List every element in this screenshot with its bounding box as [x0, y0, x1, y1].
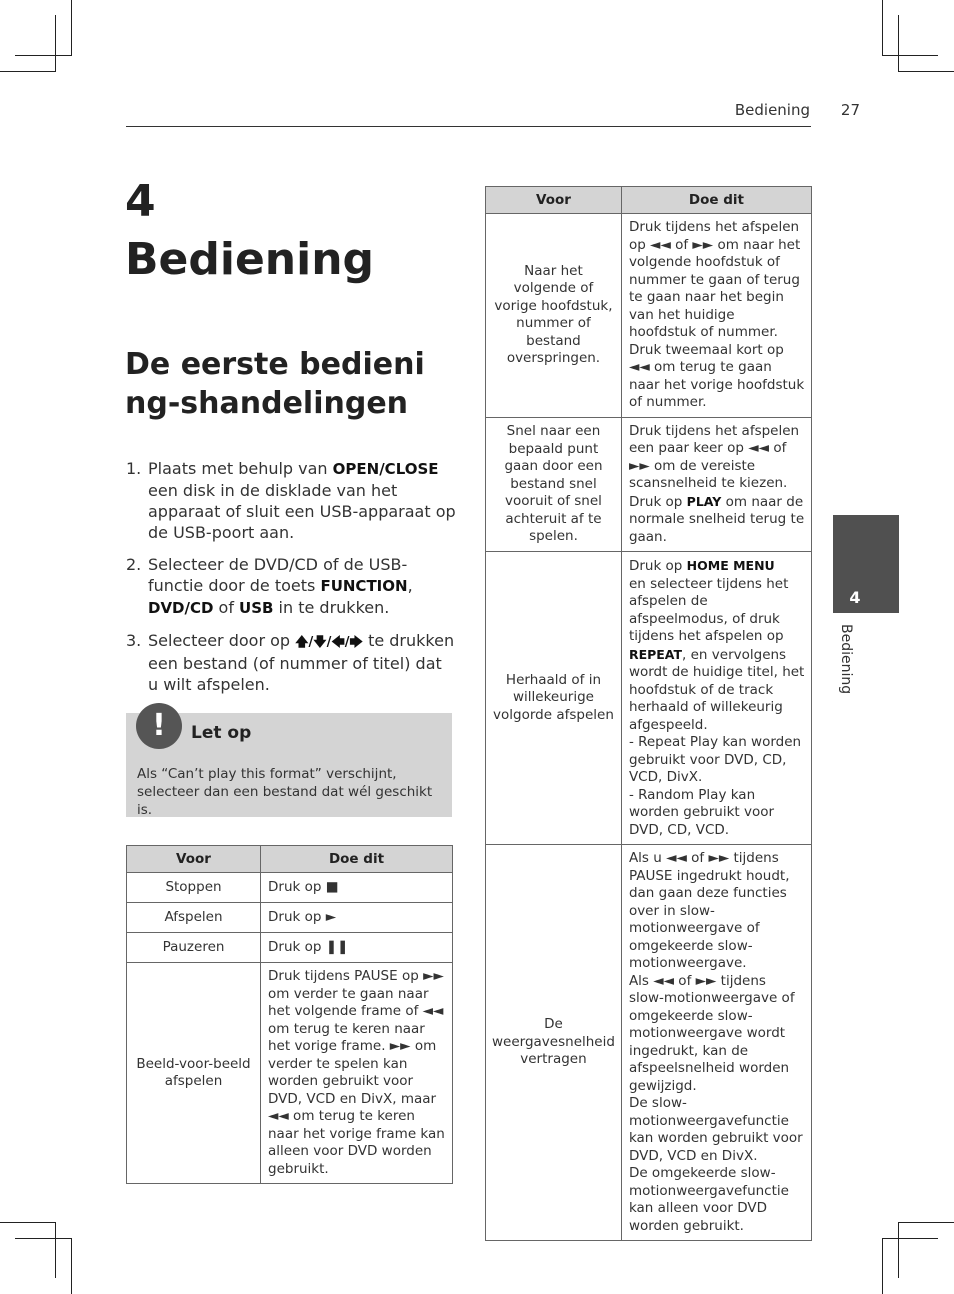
crop-mark	[0, 1222, 56, 1223]
column-header: Doe dit	[261, 846, 453, 873]
note-box	[126, 708, 452, 818]
cell-voor: Herhaald of in willekeurige volgorde afspelen	[486, 552, 622, 845]
arrow-keys-icon: 🡅/🡇/🡄/🡆	[295, 635, 363, 650]
button-name: FUNCTION	[320, 577, 408, 595]
step-text: in te drukken.	[273, 598, 390, 617]
steps-list	[126, 458, 456, 706]
crop-mark	[898, 1222, 899, 1278]
button-name: PLAY	[686, 493, 722, 509]
instruction-text	[629, 557, 805, 576]
controls-table-right	[485, 186, 812, 1241]
crop-mark	[882, 0, 883, 56]
table-row	[486, 845, 812, 1241]
cell-doe-dit: Druk op ►	[261, 903, 453, 933]
step-text: Plaats met behulp van	[148, 459, 333, 478]
header-divider	[126, 126, 811, 127]
instruction-text	[629, 576, 805, 735]
note-text: Als “Can’t play this format” verschijnt, selecteer dan een bestand dat wél geschikt is.	[137, 766, 433, 818]
list-item	[126, 458, 456, 543]
cell-doe-dit	[621, 845, 811, 1241]
column-header: Doe dit	[621, 187, 811, 214]
controls-table-left	[126, 845, 453, 1184]
crop-mark	[898, 1222, 954, 1223]
cell-doe-dit	[621, 214, 811, 418]
instruction-text: De omgekeerde slow-motionweergavefunctie kan alleen voor DVD worden gebruikt.	[628, 1165, 789, 1234]
instruction-text: Als ◄◄ of ►► tijdens slow-motionweergave of omgekeerde slow-motionweergave wordt ingedrukt, kan de afspeelsnelheid worden gewijzigd.	[628, 972, 795, 1094]
crop-mark	[882, 1238, 938, 1239]
instruction-text: , en vervolgens wordt de huidige titel, het hoofdstuk of de track herhaald of willekeurig afgespeeld.	[628, 646, 805, 733]
table-row	[486, 417, 812, 552]
step-number: 3.	[126, 631, 142, 650]
chapter-number: 4	[125, 176, 156, 227]
table-row	[127, 873, 453, 903]
list-item	[126, 630, 456, 695]
chapter-tab-label: Bediening	[838, 624, 854, 695]
cell-doe-dit: Druk op ❚❚	[261, 933, 453, 963]
crop-mark	[71, 0, 72, 56]
button-name: OPEN/CLOSE	[332, 460, 439, 478]
cell-doe-dit: Druk tijdens PAUSE op ►► om verder te gaan naar het volgende frame of ◄◄ om terug te keren naar het vorige frame. ►► om verder te spelen kan worden gebruikt voor DVD, VCD en DivX, maar ◄◄ om terug te keren naar het vorige frame kan alleen voor DVD worden gebruikt.	[261, 963, 453, 1184]
section-title	[125, 345, 455, 423]
instruction-text: - Repeat Play kan worden gebruikt voor DVD, CD, VCD, DivX.	[628, 734, 802, 785]
step-text: of	[213, 598, 240, 617]
cell-doe-dit	[621, 552, 811, 845]
cell-voor: Pauzeren	[127, 933, 261, 963]
table-row	[127, 963, 453, 1184]
page-number: 27	[840, 101, 860, 119]
table-header-row	[127, 846, 453, 873]
crop-mark	[898, 71, 954, 72]
button-name: USB	[239, 599, 274, 617]
step-text: een disk in de disklade van het apparaat of sluit een USB-apparaat op de USB-poort aan.	[148, 481, 456, 542]
section-title-text: De eerste bediening-shandelingen	[125, 347, 425, 421]
cell-voor: Afspelen	[127, 903, 261, 933]
chapter-title: Bediening	[125, 234, 375, 285]
instruction-text: Druk op	[628, 493, 687, 510]
crop-mark	[882, 55, 938, 56]
list-item	[126, 554, 456, 619]
step-number: 1.	[126, 459, 142, 478]
button-name: HOME MENU	[686, 558, 775, 573]
note-title: Let op	[191, 723, 252, 743]
button-name: REPEAT	[628, 646, 683, 662]
instruction-text: Druk tijdens het afspelen op ◄◄ of ►► om naar het volgende hoofdstuk of nummer te gaan of terug te gaan naar het begin van het huidige hoofdstuk of nummer.	[628, 219, 801, 340]
header-section: Bediening	[734, 101, 810, 119]
crop-mark	[15, 1238, 71, 1239]
chapter-tab-number: 4	[849, 588, 861, 607]
button-name: DVD/CD	[148, 599, 214, 617]
instruction-text	[629, 493, 805, 547]
table-row	[486, 552, 812, 845]
crop-mark	[882, 1238, 883, 1294]
instruction-text: Als u ◄◄ of ►► tijdens PAUSE ingedrukt houdt, dan gaan deze functies over in slow-motionweergave of omgekeerde slow-motionweergave.	[628, 850, 790, 971]
cell-doe-dit: Druk op ■	[261, 873, 453, 903]
step-text: te drukken een bestand (of nummer of titel) dat u wilt afspelen.	[148, 631, 455, 694]
instruction-text: Druk tweemaal kort op ◄◄ om terug te gaan naar het vorige hoofdstuk of nummer.	[628, 341, 805, 410]
crop-mark	[55, 15, 56, 71]
crop-mark	[71, 1238, 72, 1294]
instruction-text: Druk op	[628, 558, 687, 574]
instruction-text: - Random Play kan worden gebruikt voor DVD, CD, VCD.	[628, 786, 775, 838]
cell-voor: De weergavesnelheid vertragen	[486, 845, 622, 1241]
instruction-text: om naar de normale snelheid terug te gaan.	[628, 493, 805, 545]
column-header: Voor	[127, 846, 261, 873]
instruction-text: De slow-motionweergavefunctie kan worden gebruikt voor DVD, VCD en DivX.	[628, 1095, 803, 1164]
table-row	[127, 933, 453, 963]
column-header: Voor	[486, 187, 622, 214]
step-text: Selecteer de DVD/CD of de USB-functie door de toets	[148, 555, 408, 595]
cell-doe-dit	[621, 417, 811, 552]
crop-mark	[0, 71, 56, 72]
step-text: Selecteer door op	[148, 631, 296, 650]
instruction-text: Druk tijdens het afspelen een paar keer op ◄◄ of ►► om de vereiste scansnelheid te kiezen.	[628, 422, 800, 491]
cell-voor: Snel naar een bepaald punt gaan door een bestand snel vooruit of snel achteruit af te spelen.	[486, 417, 622, 552]
instruction-text: en selecteer tijdens het afspelen de afspeelmodus, of druk tijdens het afspelen op	[628, 575, 789, 644]
table-header-row	[486, 187, 812, 214]
crop-mark	[55, 1222, 56, 1278]
cell-voor: Naar het volgende of vorige hoofdstuk, nummer of bestand overspringen.	[486, 214, 622, 418]
exclamation-icon: !	[136, 703, 182, 749]
crop-mark	[898, 15, 899, 71]
table-row	[127, 903, 453, 933]
step-number: 2.	[126, 555, 142, 574]
cell-voor: Stoppen	[127, 873, 261, 903]
step-text: ,	[407, 576, 413, 595]
table-row	[486, 214, 812, 418]
cell-voor: Beeld-voor-beeld afspelen	[127, 963, 261, 1184]
crop-mark	[15, 55, 71, 56]
